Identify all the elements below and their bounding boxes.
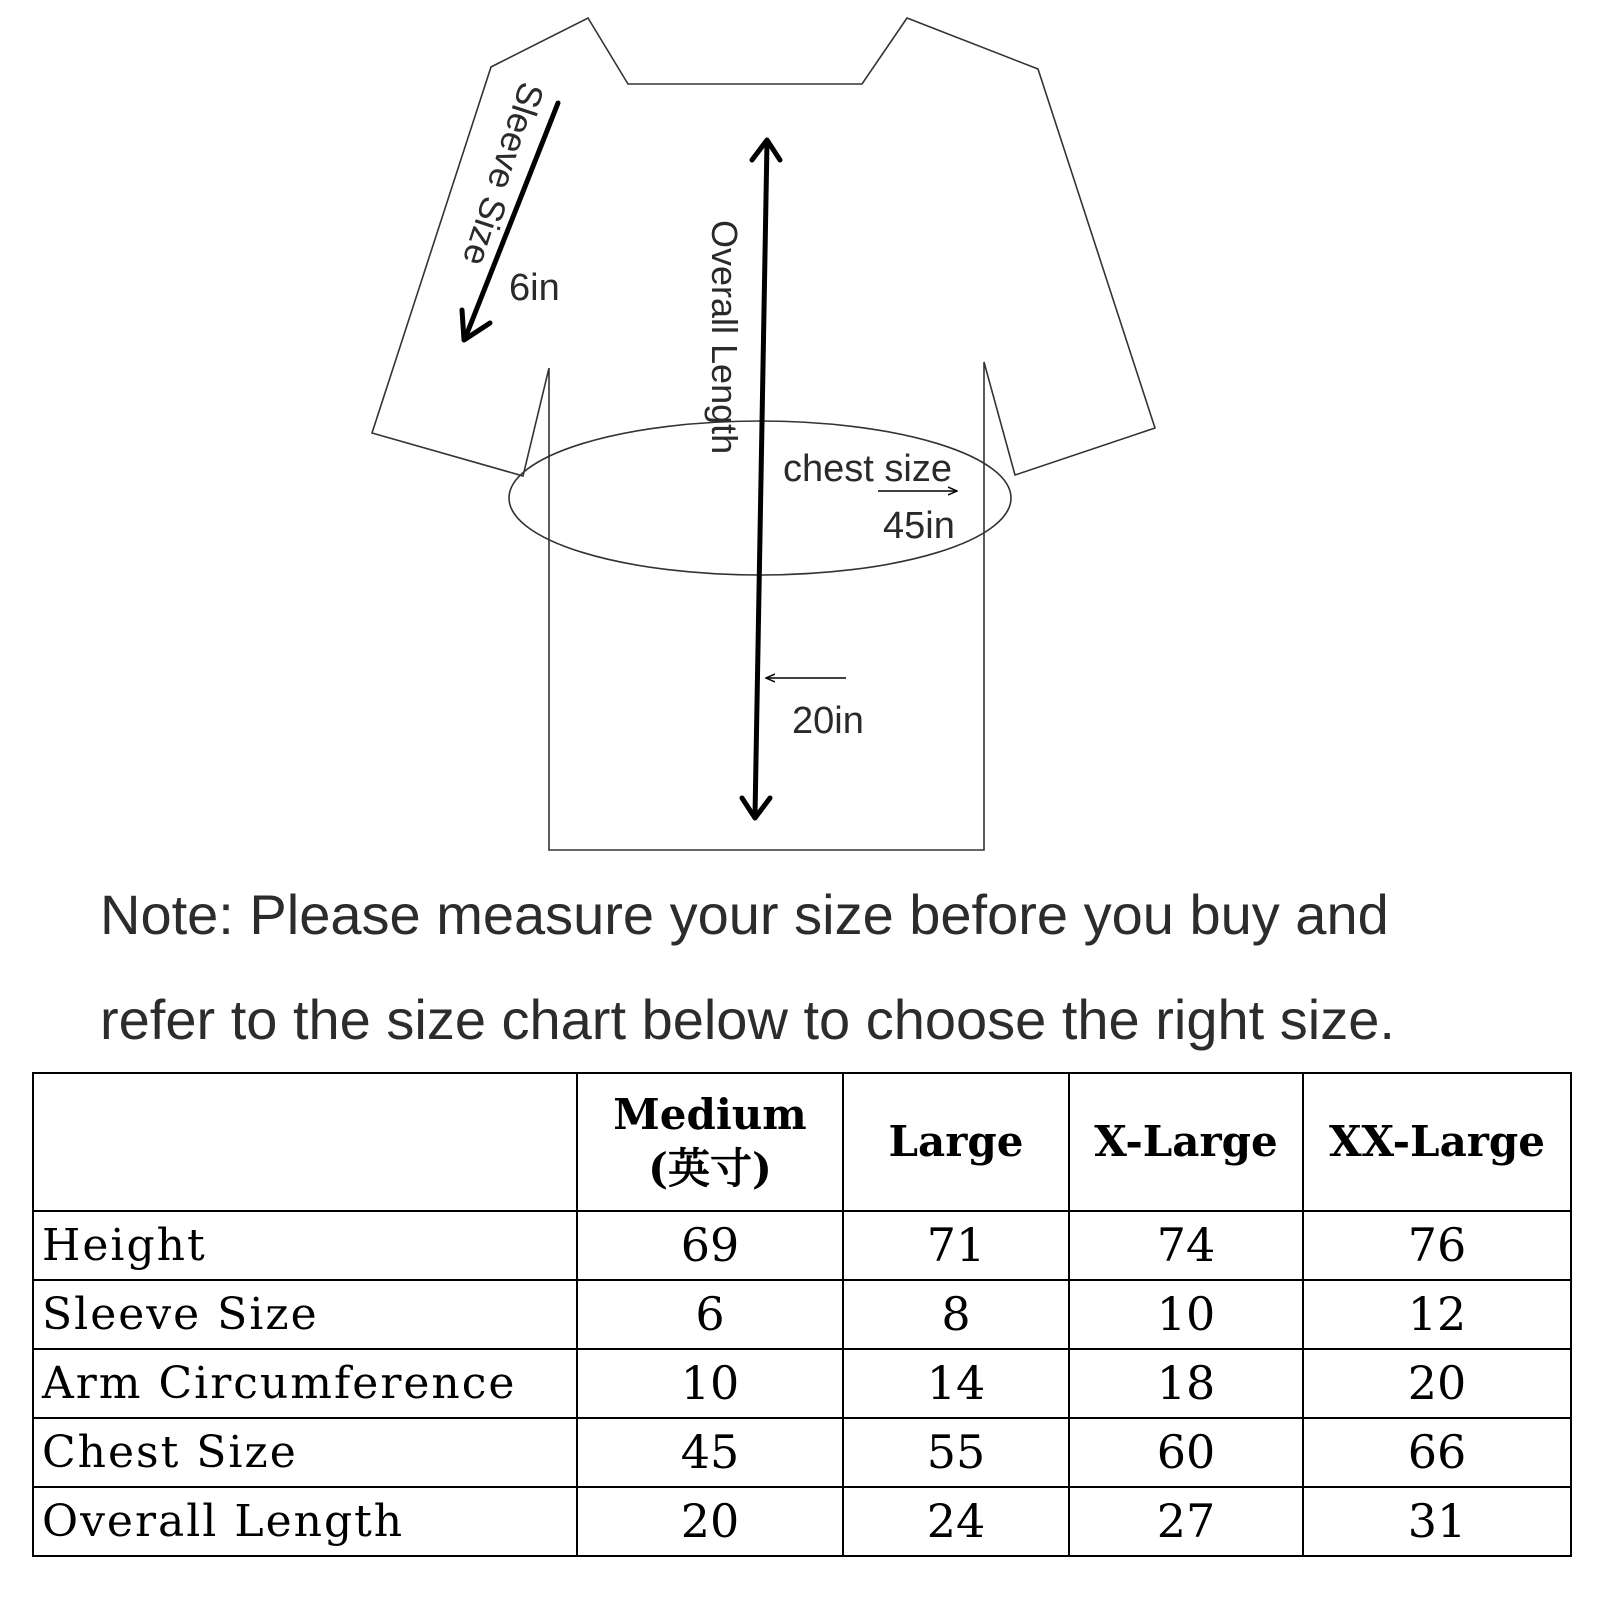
table-row	[33, 1487, 1571, 1556]
table-row	[33, 1280, 1571, 1349]
table-cell: 76	[1303, 1211, 1571, 1280]
chest-value-label: 45in	[883, 505, 955, 547]
header-x-large: X-Large	[1069, 1073, 1303, 1211]
table-cell: 14	[843, 1349, 1069, 1418]
table-cell: 31	[1303, 1487, 1571, 1556]
row-label: Sleeve Size	[33, 1280, 577, 1349]
size-chart-table	[32, 1072, 1572, 1557]
table-cell: 18	[1069, 1349, 1303, 1418]
overall-length-label: Overall Length	[704, 220, 745, 455]
table-cell: 12	[1303, 1280, 1571, 1349]
table-cell: 55	[843, 1418, 1069, 1487]
table-row	[33, 1211, 1571, 1280]
note-line-1: Note: Please measure your size before you buy and	[100, 883, 1389, 946]
header-medium-label: Medium	[613, 1090, 807, 1139]
chest-size-label: chest size	[783, 448, 952, 490]
row-label: Height	[33, 1211, 577, 1280]
sleeve-size-label: Sleeve Size	[454, 77, 553, 272]
table-cell: 66	[1303, 1418, 1571, 1487]
length-value-label: 20in	[792, 700, 864, 742]
table-cell: 20	[1303, 1349, 1571, 1418]
table-cell: 69	[577, 1211, 843, 1280]
header-large: Large	[843, 1073, 1069, 1211]
table-cell: 45	[577, 1418, 843, 1487]
header-medium	[577, 1073, 843, 1211]
table-row	[33, 1349, 1571, 1418]
sleeve-value-label: 6in	[509, 267, 560, 309]
table-cell: 8	[843, 1280, 1069, 1349]
header-empty-cell	[33, 1073, 577, 1211]
table-cell: 24	[843, 1487, 1069, 1556]
row-label: Overall Length	[33, 1487, 577, 1556]
overall-length-arrow	[742, 140, 780, 818]
header-xx-large: XX-Large	[1303, 1073, 1571, 1211]
table-cell: 60	[1069, 1418, 1303, 1487]
row-label: Arm Circumference	[33, 1349, 577, 1418]
table-cell: 20	[577, 1487, 843, 1556]
measurement-note	[100, 862, 1540, 1072]
row-label: Chest Size	[33, 1418, 577, 1487]
table-cell: 71	[843, 1211, 1069, 1280]
table-header-row	[33, 1073, 1571, 1211]
table-cell: 6	[577, 1280, 843, 1349]
table-cell: 10	[1069, 1280, 1303, 1349]
table-cell: 74	[1069, 1211, 1303, 1280]
note-line-2: refer to the size chart below to choose the right size.	[100, 988, 1395, 1051]
table-cell: 27	[1069, 1487, 1303, 1556]
table-cell: 10	[577, 1349, 843, 1418]
table-row	[33, 1418, 1571, 1487]
header-medium-unit: (英寸)	[648, 1144, 772, 1193]
